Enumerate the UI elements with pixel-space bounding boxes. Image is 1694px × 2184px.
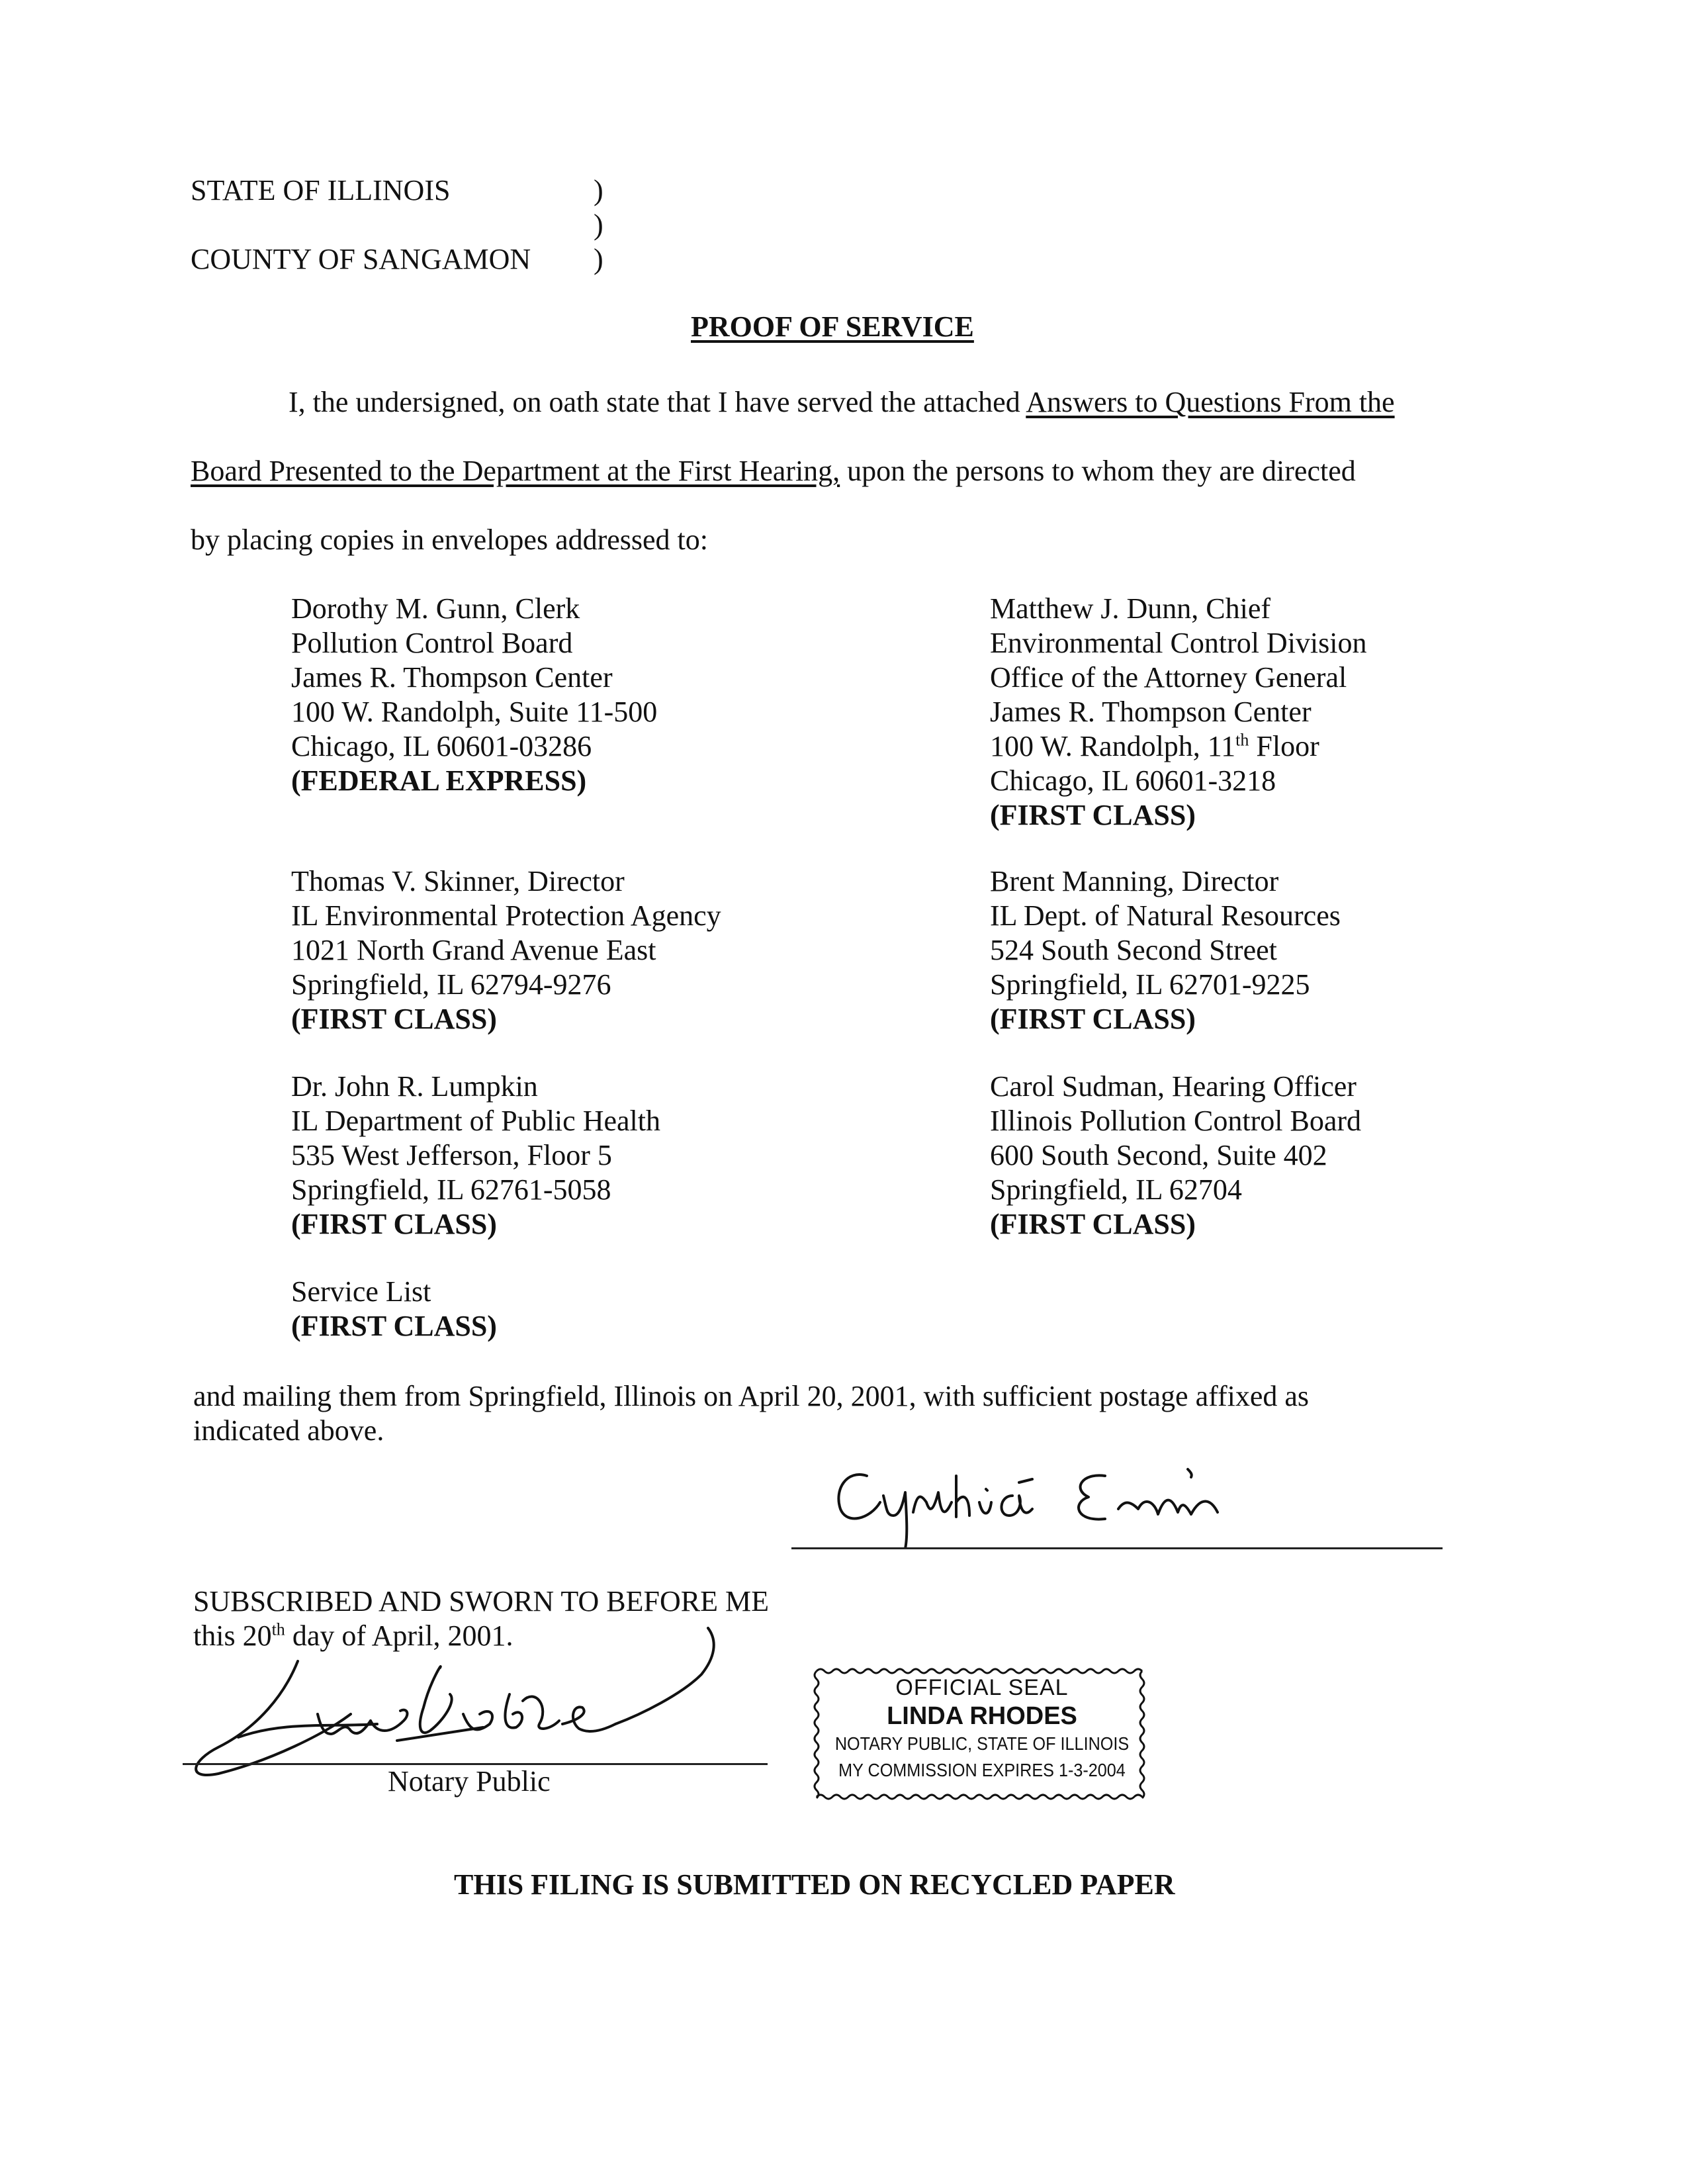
seal-expiration: MY COMMISSION EXPIRES 1-3-2004 [838, 1760, 1126, 1780]
ordinal-suffix: th [1235, 730, 1249, 750]
jurat-text: this 20 [193, 1619, 272, 1652]
caption-paren: ) [594, 174, 603, 206]
recipient-name: Service List [291, 1275, 431, 1308]
address-text: 100 W. Randolph, 11 [990, 730, 1236, 762]
recipient-name: Brent Manning, Director [990, 865, 1279, 897]
recycled-paper-footer: THIS FILING IS SUBMITTED ON RECYCLED PAPER [454, 1868, 1175, 1901]
intro-text: upon the persons to whom they are directed [840, 455, 1356, 487]
recipient-name: Dr. John R. Lumpkin [291, 1070, 538, 1103]
jurat-text: day of April, 2001. [285, 1619, 513, 1652]
recipient-line: Springfield, IL 62794-9276 [291, 968, 611, 1001]
recipient-sudman [990, 1069, 1361, 1242]
recipient-line: Chicago, IL 60601-03286 [291, 730, 592, 762]
recipient-line: Illinois Pollution Control Board [990, 1105, 1362, 1137]
recipient-line: Springfield, IL 62704 [990, 1173, 1242, 1206]
notary-label: Notary Public [388, 1765, 551, 1797]
closing-line-1: and mailing them from Springfield, Illinois on April 20, 2001, with sufficient postage affixed as [193, 1380, 1310, 1412]
recipient-line: James R. Thompson Center [990, 696, 1312, 728]
delivery-method: (FIRST CLASS) [291, 1208, 497, 1240]
recipient-name: Dorothy M. Gunn, Clerk [291, 592, 580, 625]
recipient-lumpkin [291, 1069, 660, 1242]
seal-jurisdiction: NOTARY PUBLIC, STATE OF ILLINOIS [834, 1733, 1130, 1754]
seal-title: OFFICIAL SEAL [895, 1675, 1069, 1700]
intro-line-2 [191, 454, 1356, 488]
delivery-method: (FIRST CLASS) [990, 1003, 1196, 1035]
recipient-service-list [291, 1275, 497, 1343]
recipient-name: Matthew J. Dunn, Chief [990, 592, 1271, 625]
recipient-line: IL Department of Public Health [291, 1105, 660, 1137]
official-seal-stamp [810, 1664, 1154, 1803]
delivery-method: (FIRST CLASS) [990, 1208, 1196, 1240]
recipient-line: Pollution Control Board [291, 627, 573, 659]
recipient-dunn [990, 592, 1367, 833]
seal-notary-name: LINDA RHODES [887, 1702, 1077, 1730]
delivery-method: (FIRST CLASS) [291, 1003, 497, 1035]
caption-county: COUNTY OF SANGAMON [191, 243, 531, 275]
recipient-line: Office of the Attorney General [990, 661, 1347, 694]
document-title: PROOF OF SERVICE [691, 310, 974, 343]
recipient-skinner [291, 864, 721, 1036]
recipient-line: Chicago, IL 60601-3218 [990, 764, 1276, 797]
intro-text: I, the undersigned, on oath state that I have served the attached [289, 386, 1026, 418]
jurat-line-1: SUBSCRIBED AND SWORN TO BEFORE ME [193, 1585, 769, 1617]
affiant-signature-line [791, 1547, 1443, 1549]
document-reference: Answers to Questions From the [1026, 386, 1395, 418]
intro-line-1 [289, 385, 1395, 420]
recipient-line: IL Environmental Protection Agency [291, 899, 721, 932]
ordinal-suffix: th [271, 1619, 285, 1639]
recipient-name: Thomas V. Skinner, Director [291, 865, 625, 897]
recipient-line: IL Dept. of Natural Resources [990, 899, 1341, 932]
recipient-line: 535 West Jefferson, Floor 5 [291, 1139, 612, 1171]
document-reference: Board Presented to the Department at the First Hearing, [191, 455, 840, 487]
address-text: Floor [1249, 730, 1319, 762]
intro-line-3: by placing copies in envelopes addressed to: [191, 523, 709, 556]
recipient-line: Springfield, IL 62701-9225 [990, 968, 1310, 1001]
delivery-method: (FIRST CLASS) [291, 1310, 497, 1342]
recipient-line: 1021 North Grand Avenue East [291, 934, 656, 966]
affiant-signature [821, 1456, 1323, 1549]
delivery-method: (FEDERAL EXPRESS) [291, 764, 587, 797]
caption-paren: ) [594, 243, 603, 275]
recipient-line: Springfield, IL 62761-5058 [291, 1173, 611, 1206]
recipient-line: James R. Thompson Center [291, 661, 613, 694]
recipient-line: Environmental Control Division [990, 627, 1367, 659]
recipient-line [990, 729, 1367, 764]
delivery-method: (FIRST CLASS) [990, 799, 1196, 831]
recipient-line: 100 W. Randolph, Suite 11-500 [291, 696, 658, 728]
recipient-line: 600 South Second, Suite 402 [990, 1139, 1327, 1171]
recipient-line: 524 South Second Street [990, 934, 1277, 966]
caption-paren: ) [594, 208, 603, 241]
recipient-name: Carol Sudman, Hearing Officer [990, 1070, 1357, 1103]
recipient-manning [990, 864, 1341, 1036]
recipient-gunn [291, 592, 657, 798]
notary-signature [179, 1615, 735, 1787]
closing-line-2: indicated above. [193, 1414, 384, 1447]
caption-state: STATE OF ILLINOIS [191, 174, 451, 206]
